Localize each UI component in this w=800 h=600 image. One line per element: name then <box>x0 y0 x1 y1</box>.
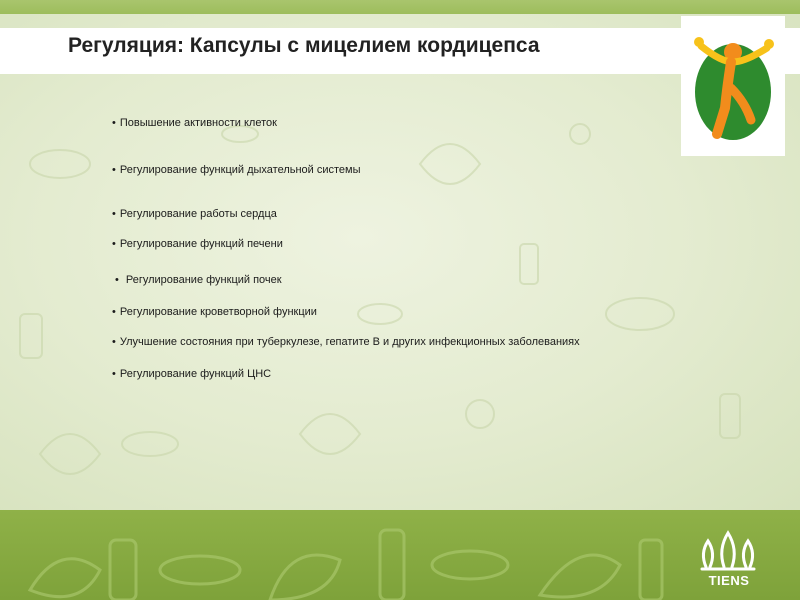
bullet-marker: • <box>112 117 116 129</box>
bullet-text: Регулирование функций ЦНС <box>119 368 272 380</box>
slide-title: Регуляция: Капсулы с мицелием кордицепса <box>68 34 540 57</box>
brand-name: TIENS <box>708 573 750 588</box>
bullet-marker: • <box>112 336 116 348</box>
bullet-marker: • <box>112 368 116 380</box>
bullet-marker: • <box>115 274 119 286</box>
tiens-lotus-icon <box>696 527 760 573</box>
bullet-item <box>112 208 277 220</box>
bullet-item <box>112 164 361 176</box>
bullet-item <box>112 238 283 250</box>
footer-band <box>0 510 800 600</box>
bullet-marker: • <box>112 208 116 220</box>
product-logo <box>681 16 785 156</box>
bullet-text: Регулирование работы сердца <box>119 208 277 220</box>
bullet-item <box>112 117 277 129</box>
top-band <box>0 0 800 14</box>
bullet-marker: • <box>112 306 116 318</box>
bullet-text: Повышение активности клеток <box>119 117 277 129</box>
bullet-item <box>112 306 317 318</box>
footer-pattern <box>0 510 800 600</box>
dancing-figure-logo-icon <box>681 16 785 156</box>
bullet-item <box>112 368 271 380</box>
slide-background <box>0 14 800 510</box>
bullet-item <box>112 336 580 348</box>
bullet-item <box>112 274 282 286</box>
background-pattern <box>0 14 800 510</box>
bullet-text: Регулирование кроветворной функции <box>119 306 317 318</box>
bullet-text: Улучшение состояния при туберкулезе, гепатите В и других инфекционных заболеваниях <box>119 336 580 348</box>
bullet-marker: • <box>112 164 116 176</box>
bullet-marker: • <box>112 238 116 250</box>
bullet-text: Регулирование функций дыхательной системы <box>119 164 361 176</box>
bullet-text: Регулирование функций почек <box>125 274 282 286</box>
bullet-text: Регулирование функций печени <box>119 238 283 250</box>
